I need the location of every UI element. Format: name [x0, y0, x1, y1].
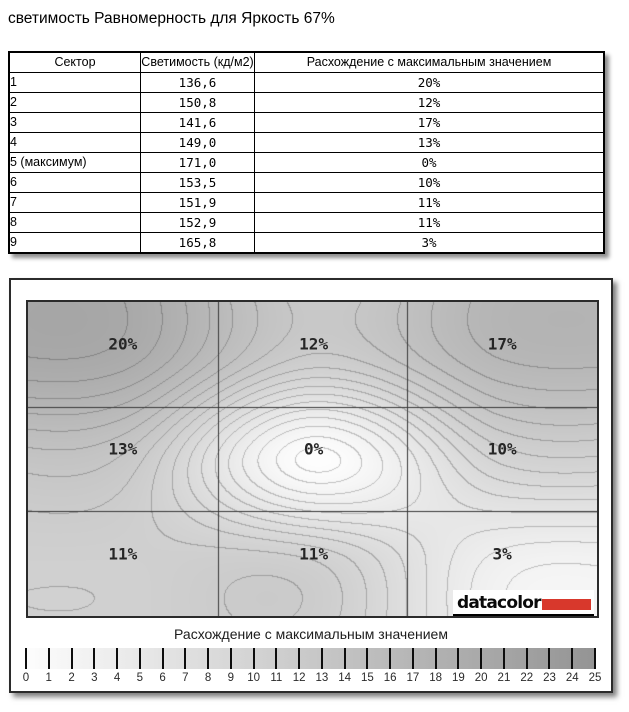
- sector-cell: 8: [9, 213, 141, 233]
- luminance-cell: 171,0: [141, 153, 255, 173]
- scale-tick-label: 16: [383, 672, 397, 684]
- scale-tick-label: 12: [292, 672, 306, 684]
- table-row: [9, 153, 604, 173]
- scale-tick-label: 14: [338, 672, 352, 684]
- uniformity-panel: [9, 278, 613, 693]
- scale-tick: [298, 648, 300, 669]
- scale-tick: [321, 648, 323, 669]
- column-header-deviation: Расхождение с максимальным значением: [255, 52, 605, 73]
- scale-tick: [435, 648, 437, 669]
- scale-tick-label: 4: [113, 672, 121, 684]
- scale-tick-label: 21: [497, 672, 511, 684]
- sector-cell: 3: [9, 113, 141, 133]
- column-header-luminance: Светимость (кд/м2): [141, 52, 255, 73]
- luminance-cell: 136,6: [141, 73, 255, 93]
- scale-tick: [344, 648, 346, 669]
- scale-tick-label: 7: [182, 672, 189, 684]
- scale-tick: [25, 648, 27, 669]
- scale-tick: [480, 648, 482, 669]
- scale-tick: [503, 648, 505, 669]
- scale-tick-label: 2: [68, 672, 75, 684]
- table-row: [9, 213, 604, 233]
- deviation-cell: 12%: [255, 93, 605, 113]
- luminance-cell: 151,9: [141, 193, 255, 213]
- scale-tick: [526, 648, 528, 669]
- sector-cell: 5 (максимум): [9, 153, 141, 173]
- deviation-cell: 3%: [255, 233, 605, 254]
- scale-tick: [207, 648, 209, 669]
- datacolor-logo-red-bar: [542, 599, 591, 610]
- datacolor-logo-text: datacolor: [457, 593, 541, 613]
- sector-cell: 9: [9, 233, 141, 254]
- luminance-table: [8, 51, 605, 254]
- scale-tick-label: 22: [520, 672, 534, 684]
- scale-tick-label: 19: [452, 672, 465, 684]
- scale-tick: [230, 648, 232, 669]
- scale-tick-label: 23: [543, 672, 556, 684]
- colorbar-title: Расхождение с максимальным значением: [174, 626, 448, 642]
- scale-tick-label: 18: [429, 672, 443, 684]
- luminance-cell: 152,9: [141, 213, 255, 233]
- scale-tick: [548, 648, 550, 669]
- scale-tick-label: 6: [159, 672, 166, 684]
- sector-deviation-label: 10%: [487, 439, 517, 459]
- sector-cell: 7: [9, 193, 141, 213]
- column-header-sector: Сектор: [9, 52, 141, 73]
- scale-tick: [389, 648, 391, 669]
- contour-map: [26, 300, 599, 618]
- scale-tick-label: 15: [360, 672, 374, 684]
- sector-deviation-label: 11%: [108, 544, 138, 563]
- table-row: [9, 93, 604, 113]
- deviation-cell: 11%: [255, 193, 605, 213]
- sector-cell: 1: [9, 73, 141, 93]
- sector-deviation-label: 12%: [299, 334, 329, 354]
- sector-cell: 2: [9, 93, 141, 113]
- scale-tick-label: 11: [270, 672, 283, 684]
- scale-tick: [139, 648, 141, 669]
- scale-tick: [116, 648, 118, 669]
- scale-tick-label: 17: [406, 672, 420, 684]
- deviation-cell: 17%: [255, 113, 605, 133]
- sector-deviation-label: 17%: [487, 334, 517, 354]
- luminance-cell: 149,0: [141, 133, 255, 153]
- scale-tick: [366, 648, 368, 669]
- scale-tick: [71, 648, 73, 669]
- sector-deviation-label: 0%: [303, 439, 324, 459]
- scale-tick-label: 24: [565, 672, 579, 684]
- sector-deviation-label: 13%: [108, 439, 138, 459]
- sector-deviation-label: 11%: [299, 544, 329, 563]
- scale-tick: [253, 648, 255, 669]
- deviation-cell: 0%: [255, 153, 605, 173]
- scale-tick: [184, 648, 186, 669]
- deviation-cell: 13%: [255, 133, 605, 153]
- scale-tick: [162, 648, 164, 669]
- scale-tick: [412, 648, 414, 669]
- scale-tick: [275, 648, 277, 669]
- scale-tick: [93, 648, 95, 669]
- luminance-cell: 150,8: [141, 93, 255, 113]
- scale-tick-label: 20: [474, 672, 488, 684]
- scale-tick-labels: [22, 672, 602, 686]
- table-row: [9, 233, 604, 254]
- page-title: светимость Равномерность для Яркость 67%: [8, 10, 335, 27]
- scale-tick-label: 8: [204, 672, 212, 684]
- scale-tick: [571, 648, 573, 669]
- scale-bar: [26, 648, 595, 669]
- deviation-cell: 20%: [255, 73, 605, 93]
- scale-tick-label: 3: [91, 672, 98, 684]
- scale-tick-label: 9: [227, 672, 235, 684]
- scale-tick-label: 1: [45, 672, 52, 684]
- table-row: [9, 193, 604, 213]
- scale-tick: [457, 648, 459, 669]
- table-row: [9, 113, 604, 133]
- table-row: [9, 73, 604, 93]
- table-row: [9, 133, 604, 153]
- scale-tick-label: 5: [136, 672, 143, 684]
- scale-tick: [48, 648, 50, 669]
- deviation-cell: 11%: [255, 213, 605, 233]
- sector-cell: 6: [9, 173, 141, 193]
- sector-deviation-label: 3%: [492, 544, 512, 563]
- scale-tick-label: 0: [22, 672, 30, 684]
- sector-cell: 4: [9, 133, 141, 153]
- scale-tick-label: 25: [588, 672, 602, 684]
- scale-tick-label: 10: [247, 672, 260, 684]
- table-row: [9, 173, 604, 193]
- luminance-cell: 153,5: [141, 173, 255, 193]
- luminance-cell: 141,6: [141, 113, 255, 133]
- luminance-cell: 165,8: [141, 233, 255, 254]
- scale-tick: [594, 648, 596, 669]
- deviation-cell: 10%: [255, 173, 605, 193]
- sector-deviation-label: 20%: [108, 334, 138, 354]
- datacolor-logo: [453, 590, 594, 616]
- table-header-row: [9, 52, 604, 73]
- scale-tick-label: 13: [315, 672, 329, 684]
